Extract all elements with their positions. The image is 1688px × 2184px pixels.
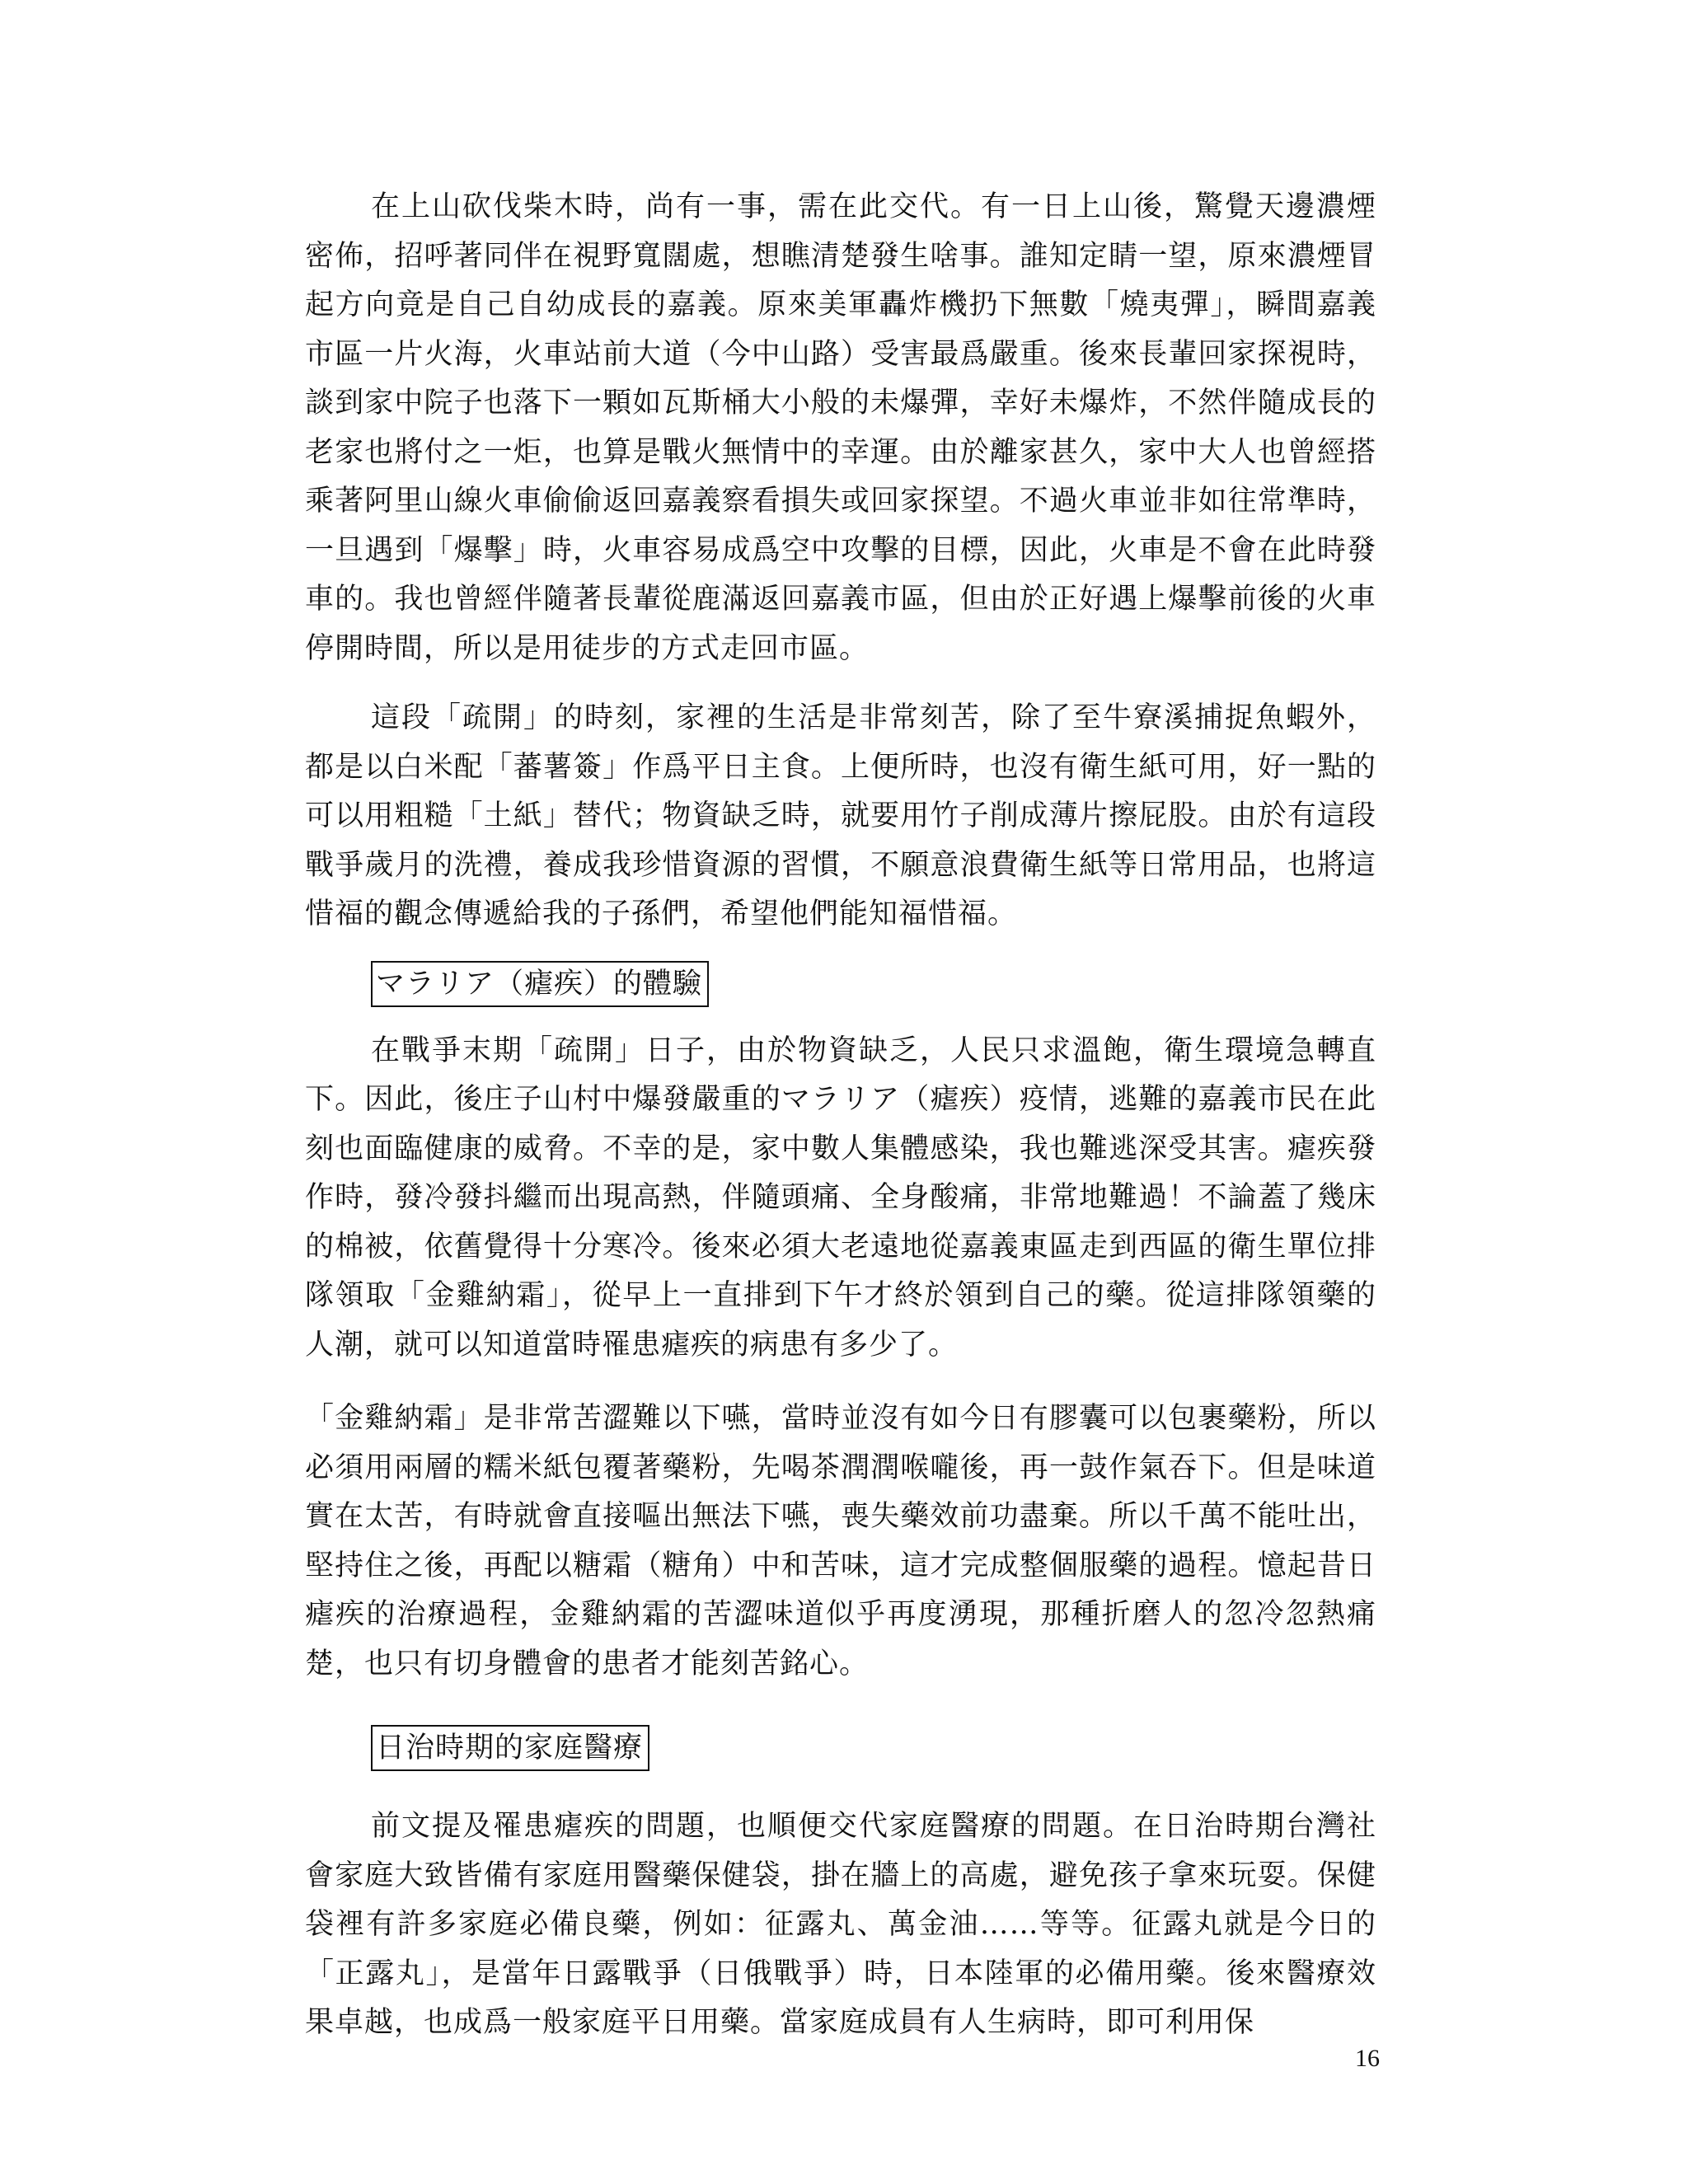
page-number: 16	[1355, 2045, 1380, 2072]
paragraph-evacuation-life: 這段「疏開」的時刻，家裡的生活是非常刻苦，除了至牛寮溪捕捉魚蝦外，都是以白米配「蕃薯簽」作爲平日主食。上便所時，也沒有衛生紙可用，好一點的可以用粗糙「土紙」替代；物資缺乏時，就要用竹子削成薄片擦屁股。由於有這段戰爭歲月的洗禮，養成我珍惜資源的習慣，不願意浪費衛生紙等日常用品，也將這惜福的觀念傳遞給我的子孫們，希望他們能知福惜福。	[305, 701, 1376, 930]
page-body	[305, 183, 1376, 2048]
section-heading-malaria: マラリア（瘧疾）的體驗	[371, 961, 709, 1007]
paragraph-malaria-outbreak: 在戰爭末期「疏開」日子，由於物資缺乏，人民只求溫飽，衛生環境急轉直下。因此，後庄子山村中爆發嚴重的マラリア（瘧疾）疫情，逃難的嘉義市民在此刻也面臨健康的威脅。不幸的是，家中數人集體感染，我也難逃深受其害。瘧疾發作時，發冷發抖繼而出現高熱，伴隨頭痛、全身酸痛，非常地難過！不論蓋了幾床的棉被，依舊覺得十分寒冷。後來必須大老遠地從嘉義東區走到西區的衛生單位排隊領取「金雞納霜」，從早上一直排到下午才終於領到自己的藥。從這排隊領藥的人潮，就可以知道當時罹患瘧疾的病患有多少了。	[305, 1033, 1376, 1361]
heading-malaria-wrap	[305, 961, 1376, 1007]
section-heading-medical: 日治時期的家庭醫療	[371, 1725, 649, 1771]
paragraph-quinine: 「金雞納霜」是非常苦澀難以下嚥，當時並沒有如今日有膠囊可以包裹藥粉，所以必須用兩層的糯米紙包覆著藥粉，先喝茶潤潤喉嚨後，再一鼓作氣吞下。但是味道實在太苦，有時就會直接嘔出無法下嚥，喪失藥效前功盡棄。所以千萬不能吐出，堅持住之後，再配以糖霜（糖角）中和苦味，這才完成整個服藥的過程。憶起昔日瘧疾的治療過程，金雞納霜的苦澀味道似乎再度湧現，那種折磨人的忽冷忽熱痛楚，也只有切身體會的患者才能刻苦銘心。	[305, 1402, 1376, 1680]
heading-medical-wrap	[305, 1725, 1376, 1771]
paragraph-home-medicine: 前文提及罹患瘧疾的問題，也順便交代家庭醫療的問題。在日治時期台灣社會家庭大致皆備有家庭用醫藥保健袋，掛在牆上的高處，避免孩子拿來玩耍。保健袋裡有許多家庭必備良藥，例如：征露丸、萬金油……等等。征露丸就是今日的「正露丸」，是當年日露戰爭（日俄戰爭）時，日本陸軍的必備用藥。後來醫療效果卓越，也成爲一般家庭平日用藥。當家庭成員有人生病時，即可利用保	[305, 1810, 1376, 2039]
paragraph-firewood-bombing: 在上山砍伐柴木時，尚有一事，需在此交代。有一日上山後，驚覺天邊濃煙密佈，招呼著同伴在視野寬闊處，想瞧清楚發生啥事。誰知定睛一望，原來濃煙冒起方向竟是自己自幼成長的嘉義。原來美軍轟炸機扔下無數「燒夷彈」，瞬間嘉義市區一片火海，火車站前大道（今中山路）受害最爲嚴重。後來長輩回家探視時，談到家中院子也落下一顆如瓦斯桶大小般的未爆彈，幸好未爆炸，不然伴隨成長的老家也將付之一炬，也算是戰火無情中的幸運。由於離家甚久，家中大人也曾經搭乘著阿里山線火車偷偷返回嘉義察看損失或回家探望。不過火車並非如往常準時，一旦遇到「爆擊」時，火車容易成爲空中攻擊的目標，因此，火車是不會在此時發車的。我也曾經伴隨著長輩從鹿滿返回嘉義市區，但由於正好遇上爆擊前後的火車停開時間，所以是用徒步的方式走回市區。	[305, 190, 1376, 665]
